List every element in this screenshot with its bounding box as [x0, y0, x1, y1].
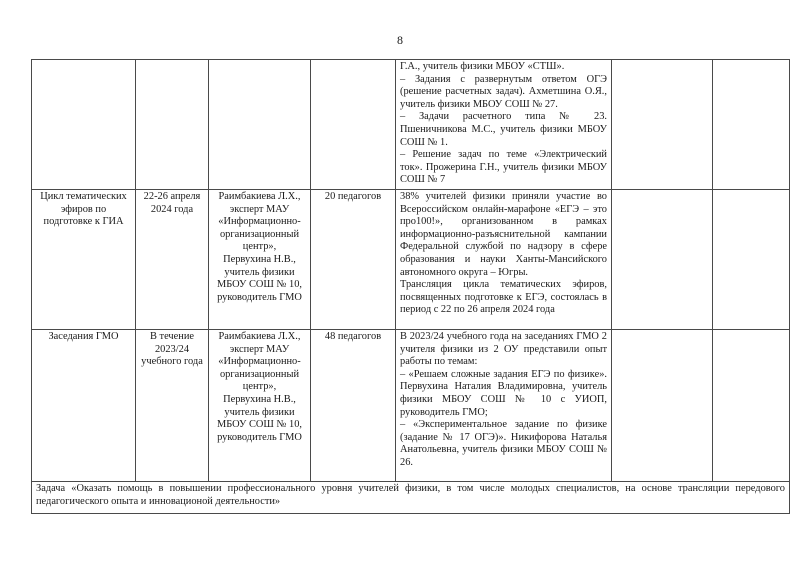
page-number: 8 — [397, 33, 403, 47]
responsible-line: руководитель ГМО — [217, 431, 302, 443]
activities-table — [31, 59, 790, 514]
table-row — [32, 329, 790, 481]
responsible-line: МБОУ СОШ № 10, — [216, 419, 303, 431]
event-cell — [32, 60, 136, 190]
dates-cell: 22-26 апреля 2024 года — [136, 189, 209, 329]
event-cell: Цикл тематических эфиров по подготовке к ГИА — [32, 189, 136, 329]
responsible-line: эксперт МАУ — [229, 343, 290, 355]
responsible-line: Первухина Н.В., — [223, 253, 296, 265]
participants-cell — [311, 60, 396, 190]
responsible-line: МБОУ СОШ № 10, — [216, 279, 303, 291]
dates-cell: В течение 2023/24 учебного года — [136, 329, 209, 481]
col7-cell — [713, 329, 790, 481]
responsible-cell — [209, 329, 311, 481]
responsible-line: организационный — [219, 228, 300, 240]
responsible-line: учитель физики — [224, 406, 295, 418]
responsible-line: Первухина Н.В., — [223, 393, 296, 405]
result-paragraph: В 2023/24 учебного года на заседаниях ГМО 2 учителя физики из 2 ОУ представили опыт работы по темам: — [400, 330, 607, 368]
result-paragraph: Г.А., учитель физики МБОУ «СТШ». — [400, 61, 565, 72]
col7-cell — [713, 189, 790, 329]
responsible-line: Раимбакиева Л.Х., — [218, 330, 301, 342]
responsible-cell — [209, 60, 311, 190]
task-cell: Задача «Оказать помощь в повышении профессионального уровня учителей физики, в том числе молодых специалистов, на основе трансляции передового педагогического опыта и инновационой деятельности» — [32, 481, 790, 513]
participants-cell: 48 педагогов — [311, 329, 396, 481]
responsible-line: «Информационно- — [218, 216, 301, 228]
col6-cell — [612, 329, 713, 481]
results-cell — [396, 329, 612, 481]
responsible-line: «Информационно- — [218, 356, 301, 368]
responsible-cell — [209, 189, 311, 329]
results-cell — [396, 60, 612, 190]
responsible-line: Раимбакиева Л.Х., — [218, 190, 301, 202]
col7-cell — [713, 60, 790, 190]
responsible-line: центр», — [242, 241, 277, 253]
table-row — [32, 189, 790, 329]
result-paragraph: – «Экспериментальное задание по физике (задание № 17 ОГЭ)». Никифорова Наталья Анатольевна, учитель физики МБОУ СОШ № 26. — [400, 419, 607, 468]
result-paragraph: – «Решаем сложные задания ЕГЭ по физике». Первухина Наталия Владимировна, учитель физики МБОУ СОШ № 10 с УИОП, руководитель ГМО; — [400, 368, 607, 418]
event-cell: Заседания ГМО — [32, 329, 136, 481]
result-paragraph: – Задания с развернутым ответом ОГЭ (решение расчетных задач). Ахметшина О.Я., учитель физики МБОУ СОШ № 27. — [400, 73, 607, 110]
responsible-line: эксперт МАУ — [229, 203, 290, 215]
responsible-line: руководитель ГМО — [217, 291, 302, 303]
col6-cell — [612, 189, 713, 329]
responsible-line: центр», — [242, 381, 277, 393]
result-paragraph: Трансляция цикла тематических эфиров, посвященных подготовке к ЕГЭ, состоялась в период с 22 по 26 апреля 2024 года — [400, 279, 607, 316]
results-cell — [396, 189, 612, 329]
participants-cell: 20 педагогов — [311, 189, 396, 329]
col6-cell — [612, 60, 713, 190]
responsible-line: организационный — [219, 368, 300, 380]
responsible-line: учитель физики — [224, 266, 295, 278]
result-paragraph: 38% учителей физики приняли участие во Всероссийском онлайн-марафоне «ЕГЭ – это про100!», организованном в рамках информационно-разъяснительной кампании Федеральной службой по надзору в сфере образования и науки Ханты-Мансийского автономного округа – Югры. — [400, 190, 607, 278]
dates-cell — [136, 60, 209, 190]
result-paragraph: – Решение задач по теме «Электрический ток». Прожерина Г.Н., учитель физики МБОУ СОШ № 7 — [400, 149, 607, 186]
table-row — [32, 60, 790, 190]
table-row — [32, 481, 790, 513]
result-paragraph: – Задачи расчетного типа № 23. Пшеничникова М.С., учитель физики МБОУ СОШ № 1. — [400, 111, 607, 148]
